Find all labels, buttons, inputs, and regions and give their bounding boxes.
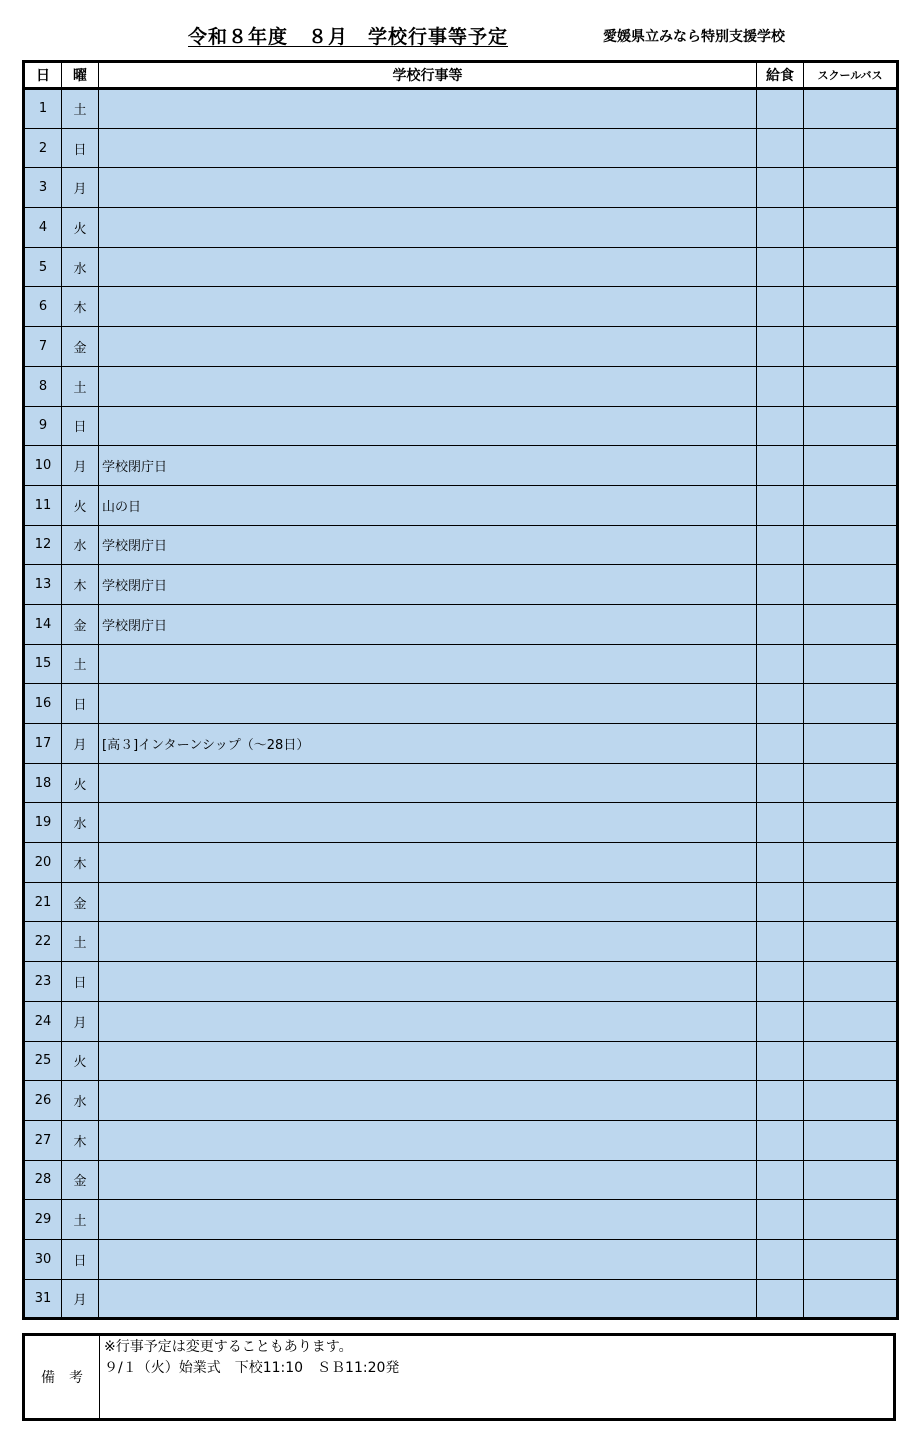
day-cell: 25: [24, 1041, 62, 1081]
event-cell: [99, 1041, 757, 1081]
lunch-cell: [757, 1160, 804, 1200]
weekday-cell: 木: [62, 565, 99, 605]
school-bus-cell: [804, 1239, 898, 1279]
school-bus-cell: [804, 1120, 898, 1160]
lunch-cell: [757, 287, 804, 327]
event-cell: [99, 1081, 757, 1121]
school-name: 愛媛県立みなら特別支援学校: [603, 29, 785, 45]
table-row: [24, 684, 898, 724]
header-row: [24, 62, 898, 89]
school-bus-cell: [804, 485, 898, 525]
page-title: 令和８年度 ８月 学校行事等予定: [188, 26, 509, 48]
weekday-cell: 日: [62, 1239, 99, 1279]
school-bus-cell: [804, 89, 898, 129]
school-bus-cell: [804, 168, 898, 208]
lunch-cell: [757, 1081, 804, 1121]
school-bus-cell: [804, 1279, 898, 1319]
table-row: [24, 327, 898, 367]
day-cell: 2: [24, 128, 62, 168]
table-row: [24, 89, 898, 129]
day-cell: 18: [24, 763, 62, 803]
school-bus-cell: [804, 406, 898, 446]
school-bus-cell: [804, 1041, 898, 1081]
weekday-cell: 水: [62, 803, 99, 843]
school-bus-cell: [804, 247, 898, 287]
lunch-cell: [757, 1001, 804, 1041]
event-cell: [99, 89, 757, 129]
weekday-cell: 日: [62, 684, 99, 724]
event-cell: 学校閉庁日: [99, 525, 757, 565]
weekday-cell: 月: [62, 1279, 99, 1319]
school-bus-cell: [804, 327, 898, 367]
event-cell: 学校閉庁日: [99, 565, 757, 605]
weekday-cell: 日: [62, 962, 99, 1002]
lunch-cell: [757, 446, 804, 486]
day-cell: 10: [24, 446, 62, 486]
lunch-cell: [757, 882, 804, 922]
table-row: [24, 1200, 898, 1240]
day-cell: 28: [24, 1160, 62, 1200]
day-cell: 31: [24, 1279, 62, 1319]
header-events: 学校行事等: [99, 62, 757, 89]
weekday-cell: 土: [62, 922, 99, 962]
lunch-cell: [757, 1239, 804, 1279]
lunch-cell: [757, 644, 804, 684]
school-bus-cell: [804, 1001, 898, 1041]
table-row: [24, 962, 898, 1002]
remarks-label: 備 考: [25, 1336, 100, 1418]
weekday-cell: 土: [62, 89, 99, 129]
day-cell: 29: [24, 1200, 62, 1240]
table-row: [24, 843, 898, 883]
event-cell: [99, 644, 757, 684]
event-cell: [99, 843, 757, 883]
school-bus-cell: [804, 604, 898, 644]
weekday-cell: 火: [62, 208, 99, 248]
table-row: [24, 168, 898, 208]
lunch-cell: [757, 247, 804, 287]
event-cell: 学校閉庁日: [99, 604, 757, 644]
table-row: [24, 803, 898, 843]
lunch-cell: [757, 843, 804, 883]
lunch-cell: [757, 89, 804, 129]
day-cell: 13: [24, 565, 62, 605]
weekday-cell: 金: [62, 604, 99, 644]
lunch-cell: [757, 208, 804, 248]
school-bus-cell: [804, 1160, 898, 1200]
remarks-body: [100, 1336, 403, 1418]
event-cell: [99, 1239, 757, 1279]
table-row: [24, 1001, 898, 1041]
day-cell: 9: [24, 406, 62, 446]
event-cell: [99, 128, 757, 168]
school-bus-cell: [804, 446, 898, 486]
day-cell: 16: [24, 684, 62, 724]
remarks-line: ※行事予定は変更することもあります。: [104, 1339, 353, 1355]
weekday-cell: 水: [62, 1081, 99, 1121]
weekday-cell: 土: [62, 644, 99, 684]
table-row: [24, 644, 898, 684]
day-cell: 23: [24, 962, 62, 1002]
day-cell: 11: [24, 485, 62, 525]
table-row: [24, 1081, 898, 1121]
event-cell: [99, 922, 757, 962]
day-cell: 24: [24, 1001, 62, 1041]
weekday-cell: 金: [62, 327, 99, 367]
header-school-bus: スクールバス: [804, 62, 898, 89]
day-cell: 17: [24, 724, 62, 764]
event-cell: 学校閉庁日: [99, 446, 757, 486]
event-cell: [99, 882, 757, 922]
event-cell: [99, 287, 757, 327]
school-bus-cell: [804, 684, 898, 724]
weekday-cell: 月: [62, 446, 99, 486]
day-cell: 12: [24, 525, 62, 565]
schedule-table: [22, 60, 899, 1320]
table-row: [24, 208, 898, 248]
lunch-cell: [757, 604, 804, 644]
day-cell: 5: [24, 247, 62, 287]
table-row: [24, 247, 898, 287]
lunch-cell: [757, 962, 804, 1002]
school-bus-cell: [804, 525, 898, 565]
day-cell: 30: [24, 1239, 62, 1279]
lunch-cell: [757, 128, 804, 168]
table-row: [24, 446, 898, 486]
header-lunch: 給食: [757, 62, 804, 89]
lunch-cell: [757, 168, 804, 208]
weekday-cell: 月: [62, 168, 99, 208]
table-row: [24, 287, 898, 327]
day-cell: 15: [24, 644, 62, 684]
school-bus-cell: [804, 882, 898, 922]
event-cell: [99, 1279, 757, 1319]
day-cell: 4: [24, 208, 62, 248]
table-row: [24, 724, 898, 764]
table-row: [24, 485, 898, 525]
school-bus-cell: [804, 644, 898, 684]
weekday-cell: 金: [62, 1160, 99, 1200]
header-day: 日: [24, 62, 62, 89]
table-row: [24, 565, 898, 605]
event-cell: [高３]インターンシップ（～28日）: [99, 724, 757, 764]
weekday-cell: 木: [62, 287, 99, 327]
table-row: [24, 882, 898, 922]
table-row: [24, 128, 898, 168]
table-row: [24, 1279, 898, 1319]
school-bus-cell: [804, 843, 898, 883]
lunch-cell: [757, 1120, 804, 1160]
event-cell: [99, 168, 757, 208]
event-cell: [99, 208, 757, 248]
table-row: [24, 1120, 898, 1160]
event-cell: [99, 247, 757, 287]
weekday-cell: 水: [62, 247, 99, 287]
lunch-cell: [757, 1279, 804, 1319]
table-row: [24, 406, 898, 446]
weekday-cell: 月: [62, 724, 99, 764]
lunch-cell: [757, 684, 804, 724]
table-row: [24, 525, 898, 565]
lunch-cell: [757, 1041, 804, 1081]
weekday-cell: 日: [62, 128, 99, 168]
table-row: [24, 1239, 898, 1279]
header-weekday: 曜: [62, 62, 99, 89]
table-row: [24, 763, 898, 803]
table-row: [24, 1160, 898, 1200]
weekday-cell: 木: [62, 843, 99, 883]
event-cell: [99, 803, 757, 843]
lunch-cell: [757, 763, 804, 803]
event-cell: [99, 1160, 757, 1200]
school-bus-cell: [804, 128, 898, 168]
event-cell: [99, 1001, 757, 1041]
event-cell: 山の日: [99, 485, 757, 525]
school-bus-cell: [804, 922, 898, 962]
lunch-cell: [757, 1200, 804, 1240]
event-cell: [99, 366, 757, 406]
day-cell: 7: [24, 327, 62, 367]
weekday-cell: 土: [62, 366, 99, 406]
event-cell: [99, 1200, 757, 1240]
lunch-cell: [757, 485, 804, 525]
day-cell: 8: [24, 366, 62, 406]
day-cell: 6: [24, 287, 62, 327]
lunch-cell: [757, 803, 804, 843]
table-row: [24, 366, 898, 406]
weekday-cell: 日: [62, 406, 99, 446]
weekday-cell: 火: [62, 485, 99, 525]
day-cell: 22: [24, 922, 62, 962]
lunch-cell: [757, 327, 804, 367]
event-cell: [99, 684, 757, 724]
table-row: [24, 1041, 898, 1081]
school-bus-cell: [804, 287, 898, 327]
event-cell: [99, 962, 757, 1002]
day-cell: 26: [24, 1081, 62, 1121]
day-cell: 21: [24, 882, 62, 922]
school-bus-cell: [804, 763, 898, 803]
school-bus-cell: [804, 724, 898, 764]
weekday-cell: 火: [62, 763, 99, 803]
lunch-cell: [757, 525, 804, 565]
event-cell: [99, 1120, 757, 1160]
day-cell: 19: [24, 803, 62, 843]
day-cell: 3: [24, 168, 62, 208]
lunch-cell: [757, 406, 804, 446]
day-cell: 27: [24, 1120, 62, 1160]
day-cell: 14: [24, 604, 62, 644]
school-bus-cell: [804, 1200, 898, 1240]
event-cell: [99, 327, 757, 367]
school-bus-cell: [804, 565, 898, 605]
school-bus-cell: [804, 803, 898, 843]
remarks-line: ９/１（火）始業式 下校11:10 ＳＢ11:20発: [104, 1360, 400, 1376]
weekday-cell: 金: [62, 882, 99, 922]
school-bus-cell: [804, 962, 898, 1002]
weekday-cell: 土: [62, 1200, 99, 1240]
weekday-cell: 火: [62, 1041, 99, 1081]
school-bus-cell: [804, 366, 898, 406]
lunch-cell: [757, 922, 804, 962]
weekday-cell: 月: [62, 1001, 99, 1041]
table-row: [24, 604, 898, 644]
table-row: [24, 922, 898, 962]
event-cell: [99, 763, 757, 803]
event-cell: [99, 406, 757, 446]
day-cell: 20: [24, 843, 62, 883]
school-bus-cell: [804, 1081, 898, 1121]
lunch-cell: [757, 366, 804, 406]
lunch-cell: [757, 565, 804, 605]
remarks-box: [22, 1333, 896, 1421]
weekday-cell: 水: [62, 525, 99, 565]
day-cell: 1: [24, 89, 62, 129]
school-bus-cell: [804, 208, 898, 248]
lunch-cell: [757, 724, 804, 764]
weekday-cell: 木: [62, 1120, 99, 1160]
